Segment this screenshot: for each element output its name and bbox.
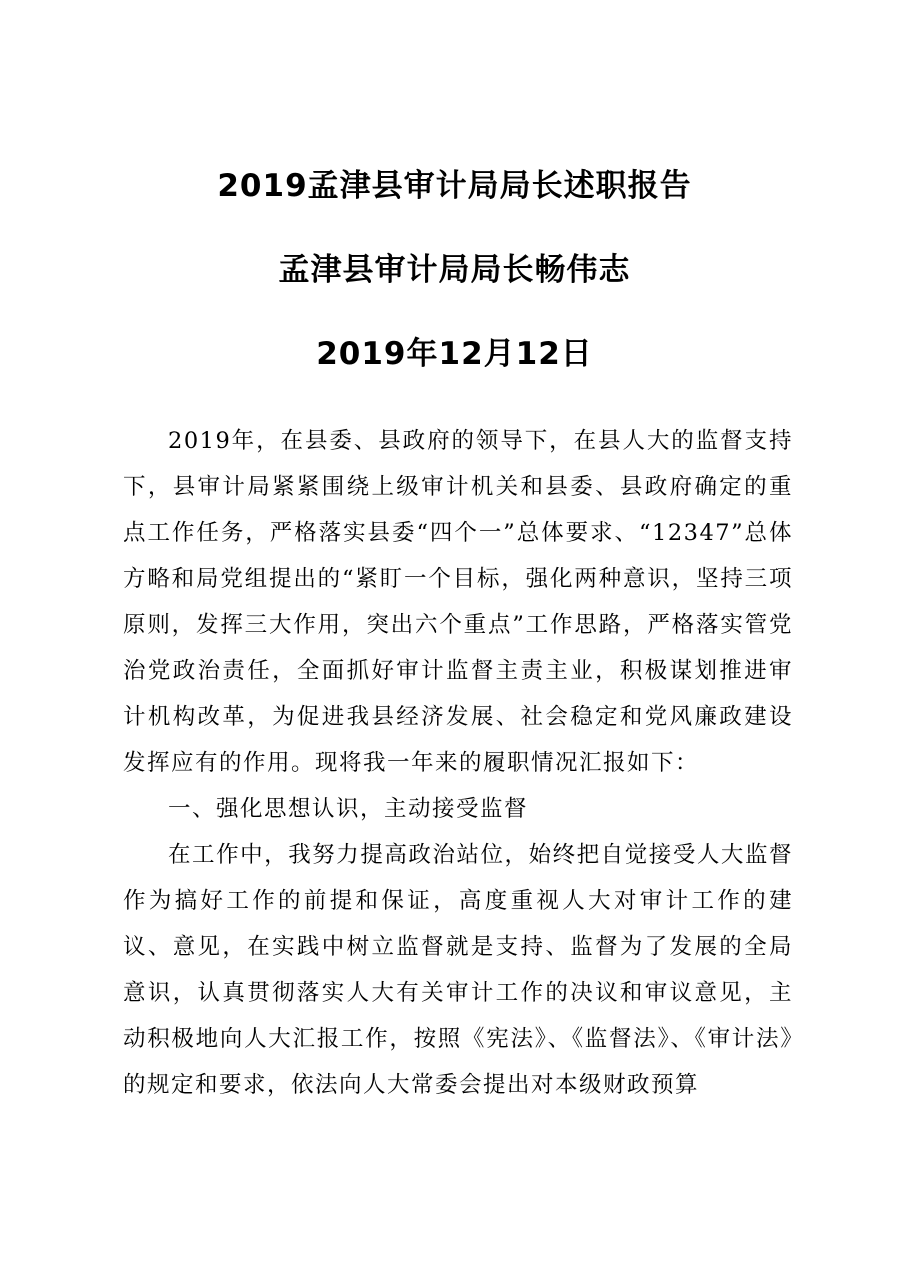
intro-paragraph: 2019年，在县委、县政府的领导下，在县人大的监督支持下，县审计局紧紧围绕上级审计机关和县委、县政府确定的重点工作任务，严格落实县委“四个一”总体要求、“12347”总体方略和局党组提出的“紧盯一个目标，强化两种意识，坚持三项原则，发挥三大作用，突出六个重点”工作思路，严格落实管党治党政治责任，全面抓好审计监督主责主业，积极谋划推进审计机构改革，为促进我县经济发展、社会稳定和党风廉政建设发挥应有的作用。现将我一年来的履职情况汇报如下： xyxy=(123,428,793,776)
report-title: 2019孟津县审计局局长述职报告 xyxy=(217,168,692,204)
report-body xyxy=(123,418,793,1108)
date-line: 2019年12月12日 xyxy=(316,336,593,372)
section-heading-1: 一、强化思想认识，主动接受监督 xyxy=(168,796,529,822)
section-1-paragraph: 在工作中，我努力提高政治站位，始终把自觉接受人大监督作为搞好工作的前提和保证，高度重视人大对审计工作的建议、意见，在实践中树立监督就是支持、监督为了发展的全局意识，认真贯彻落实人大有关审计工作的决议和审议意见，主动积极地向人大汇报工作，按照《宪法》、《监督法》、《审计法》的规定和要求，依法向人大常委会提出对本级财政预算 xyxy=(123,842,793,1098)
author-line: 孟津县审计局局长畅伟志 xyxy=(278,252,631,288)
